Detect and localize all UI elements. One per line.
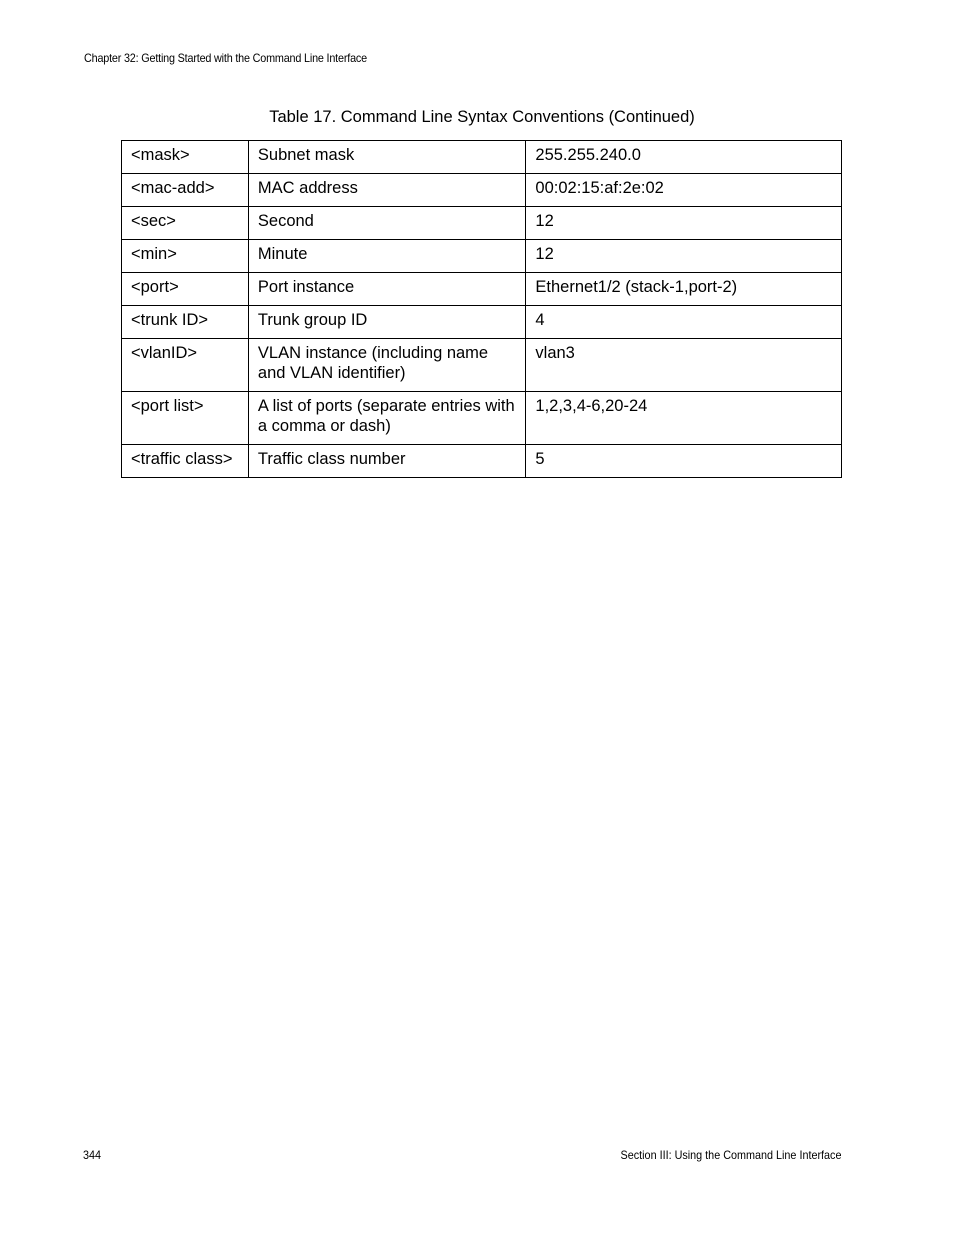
description-cell: Minute [248, 240, 526, 273]
syntax-cell: <mask> [122, 141, 249, 174]
example-cell: 12 [526, 240, 842, 273]
example-cell: Ethernet1/2 (stack-1,port-2) [526, 273, 842, 306]
description-cell: A list of ports (separate entries with a comma or dash) [248, 392, 526, 445]
syntax-conventions-table [121, 140, 842, 478]
table-row [122, 445, 842, 478]
description-cell: VLAN instance (including name and VLAN identifier) [248, 339, 526, 392]
syntax-cell: <port> [122, 273, 249, 306]
syntax-cell: <min> [122, 240, 249, 273]
description-cell: Port instance [248, 273, 526, 306]
running-footer: Section III: Using the Command Line Interface [620, 1148, 841, 1162]
syntax-cell: <sec> [122, 207, 249, 240]
syntax-cell: <trunk ID> [122, 306, 249, 339]
syntax-cell: <vlanID> [122, 339, 249, 392]
example-cell: 255.255.240.0 [526, 141, 842, 174]
example-cell: 4 [526, 306, 842, 339]
table-row [122, 207, 842, 240]
description-cell: Subnet mask [248, 141, 526, 174]
description-cell: Trunk group ID [248, 306, 526, 339]
description-cell: Second [248, 207, 526, 240]
page-number: 344 [83, 1148, 102, 1162]
table-row [122, 392, 842, 445]
example-cell: vlan3 [526, 339, 842, 392]
description-cell: MAC address [248, 174, 526, 207]
table-caption: Table 17. Command Line Syntax Conventions (Continued) [269, 108, 695, 126]
example-cell: 12 [526, 207, 842, 240]
syntax-cell: <port list> [122, 392, 249, 445]
description-cell: Traffic class number [248, 445, 526, 478]
table-row [122, 273, 842, 306]
example-cell: 00:02:15:af:2e:02 [526, 174, 842, 207]
syntax-cell: <mac-add> [122, 174, 249, 207]
example-cell: 1,2,3,4-6,20-24 [526, 392, 842, 445]
running-header: Chapter 32: Getting Started with the Command Line Interface [84, 51, 367, 65]
table-row [122, 240, 842, 273]
syntax-cell: <traffic class> [122, 445, 249, 478]
example-cell: 5 [526, 445, 842, 478]
table-row [122, 174, 842, 207]
table-row [122, 339, 842, 392]
table-row [122, 306, 842, 339]
table-row [122, 141, 842, 174]
